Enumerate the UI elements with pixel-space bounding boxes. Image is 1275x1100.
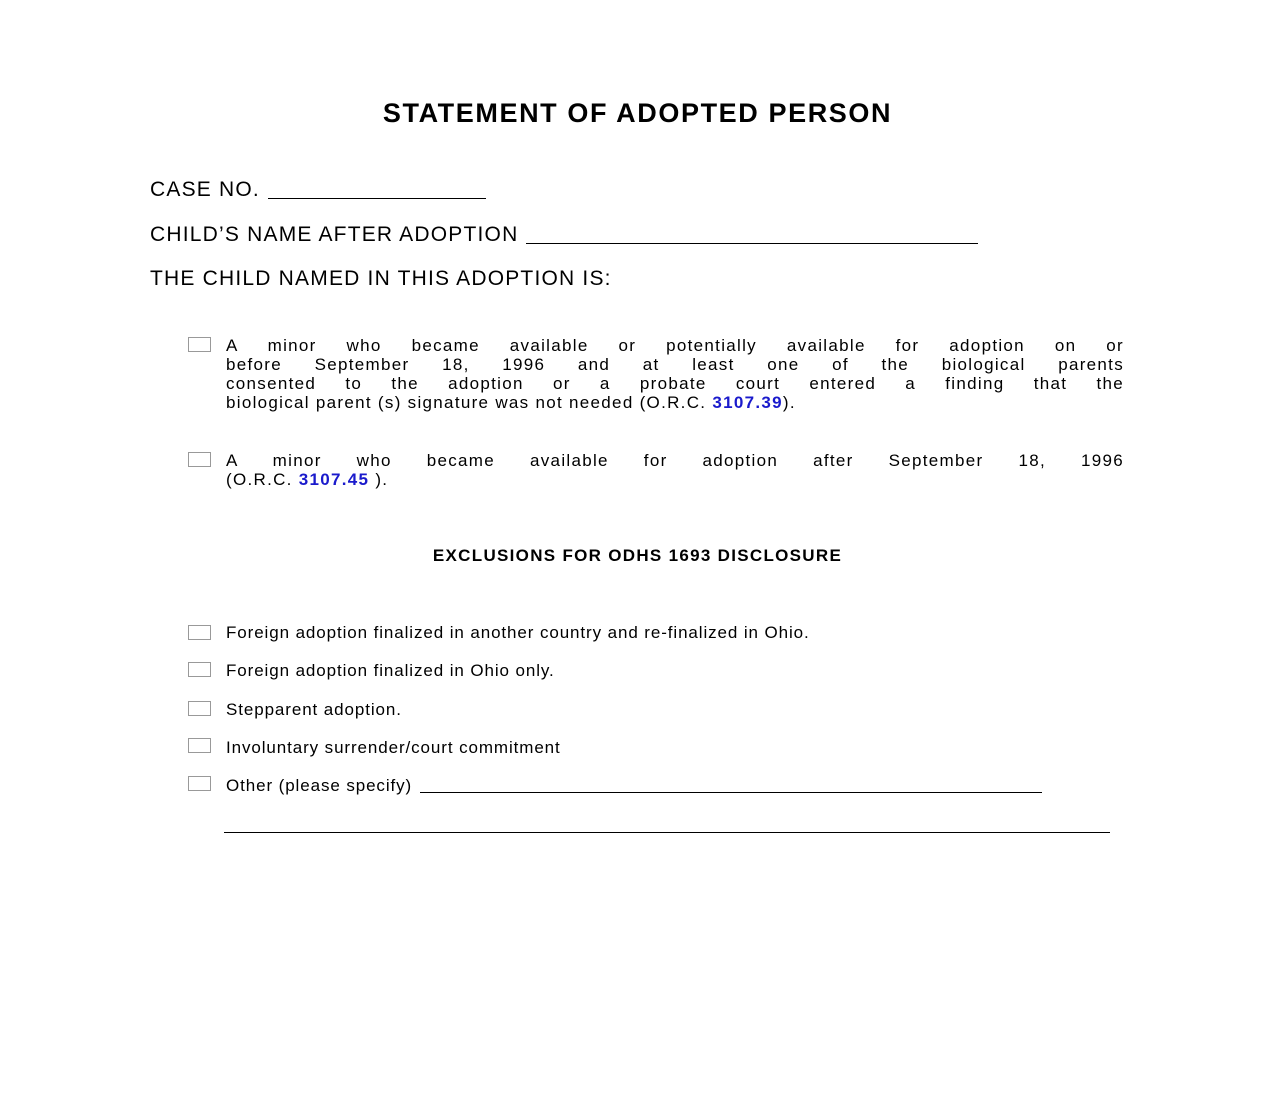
exclusions-heading: EXCLUSIONS FOR ODHS 1693 DISCLOSURE	[432, 546, 843, 565]
child-name-field[interactable]	[526, 225, 978, 244]
child-name-label: CHILD’S NAME AFTER ADOPTION	[150, 223, 519, 246]
exclusion-foreign-ohio-label: Foreign adoption finalized in Ohio only.	[226, 661, 555, 680]
option-pre-1996-line-2: before September 18, 1996 and at least one of the biological parents	[226, 355, 1124, 374]
exclusion-other-label: Other (please specify)	[226, 776, 413, 795]
case-number-row	[150, 177, 486, 203]
exclusion-foreign-refinalized-label: Foreign adoption finalized in another country and re-finalized in Ohio.	[226, 623, 810, 642]
option-pre-1996-line-4-suffix: ).	[782, 393, 796, 412]
other-specify-field[interactable]	[420, 778, 1042, 793]
option-pre-1996-line-3: consented to the adoption or a probate court entered a finding that the	[226, 374, 1124, 393]
exclusion-foreign-ohio-checkbox[interactable]	[188, 662, 211, 677]
option-post-1996-text	[226, 451, 1124, 489]
exclusion-other-row	[226, 776, 1042, 796]
option-pre-1996-line-4	[226, 393, 1124, 412]
exclusion-other-checkbox[interactable]	[188, 776, 211, 791]
option-pre-1996-line-1: A minor who became available or potentially available for adoption on or	[226, 336, 1124, 355]
page-title: STATEMENT OF ADOPTED PERSON	[382, 98, 893, 128]
orc-3107-45-link[interactable]: 3107.45	[298, 470, 370, 489]
exclusion-stepparent-label: Stepparent adoption.	[226, 700, 402, 719]
exclusion-involuntary-label: Involuntary surrender/court commitment	[226, 738, 561, 757]
child-name-row	[150, 222, 978, 248]
exclusion-stepparent-checkbox[interactable]	[188, 701, 211, 716]
option-post-1996-line-2	[226, 470, 1124, 489]
option-post-1996-line-2-suffix: ).	[369, 470, 389, 489]
child-status-prompt: THE CHILD NAMED IN THIS ADOPTION IS:	[150, 267, 612, 290]
option-pre-1996-checkbox[interactable]	[188, 337, 211, 352]
case-number-field[interactable]	[268, 180, 486, 199]
option-post-1996-line-1: A minor who became available for adoption after September 18, 1996	[226, 451, 1124, 470]
exclusion-foreign-refinalized-checkbox[interactable]	[188, 625, 211, 640]
exclusion-involuntary-checkbox[interactable]	[188, 738, 211, 753]
option-post-1996-line-2-text: (O.R.C.	[226, 470, 299, 489]
orc-3107-39-link[interactable]: 3107.39	[712, 393, 783, 412]
case-number-label: CASE NO.	[150, 178, 260, 201]
option-post-1996-checkbox[interactable]	[188, 452, 211, 467]
option-pre-1996-text	[226, 336, 1124, 412]
option-pre-1996-line-4-text: biological parent (s) signature was not needed (O.R.C.	[226, 393, 713, 412]
other-specify-field-line-2[interactable]	[224, 832, 1110, 833]
